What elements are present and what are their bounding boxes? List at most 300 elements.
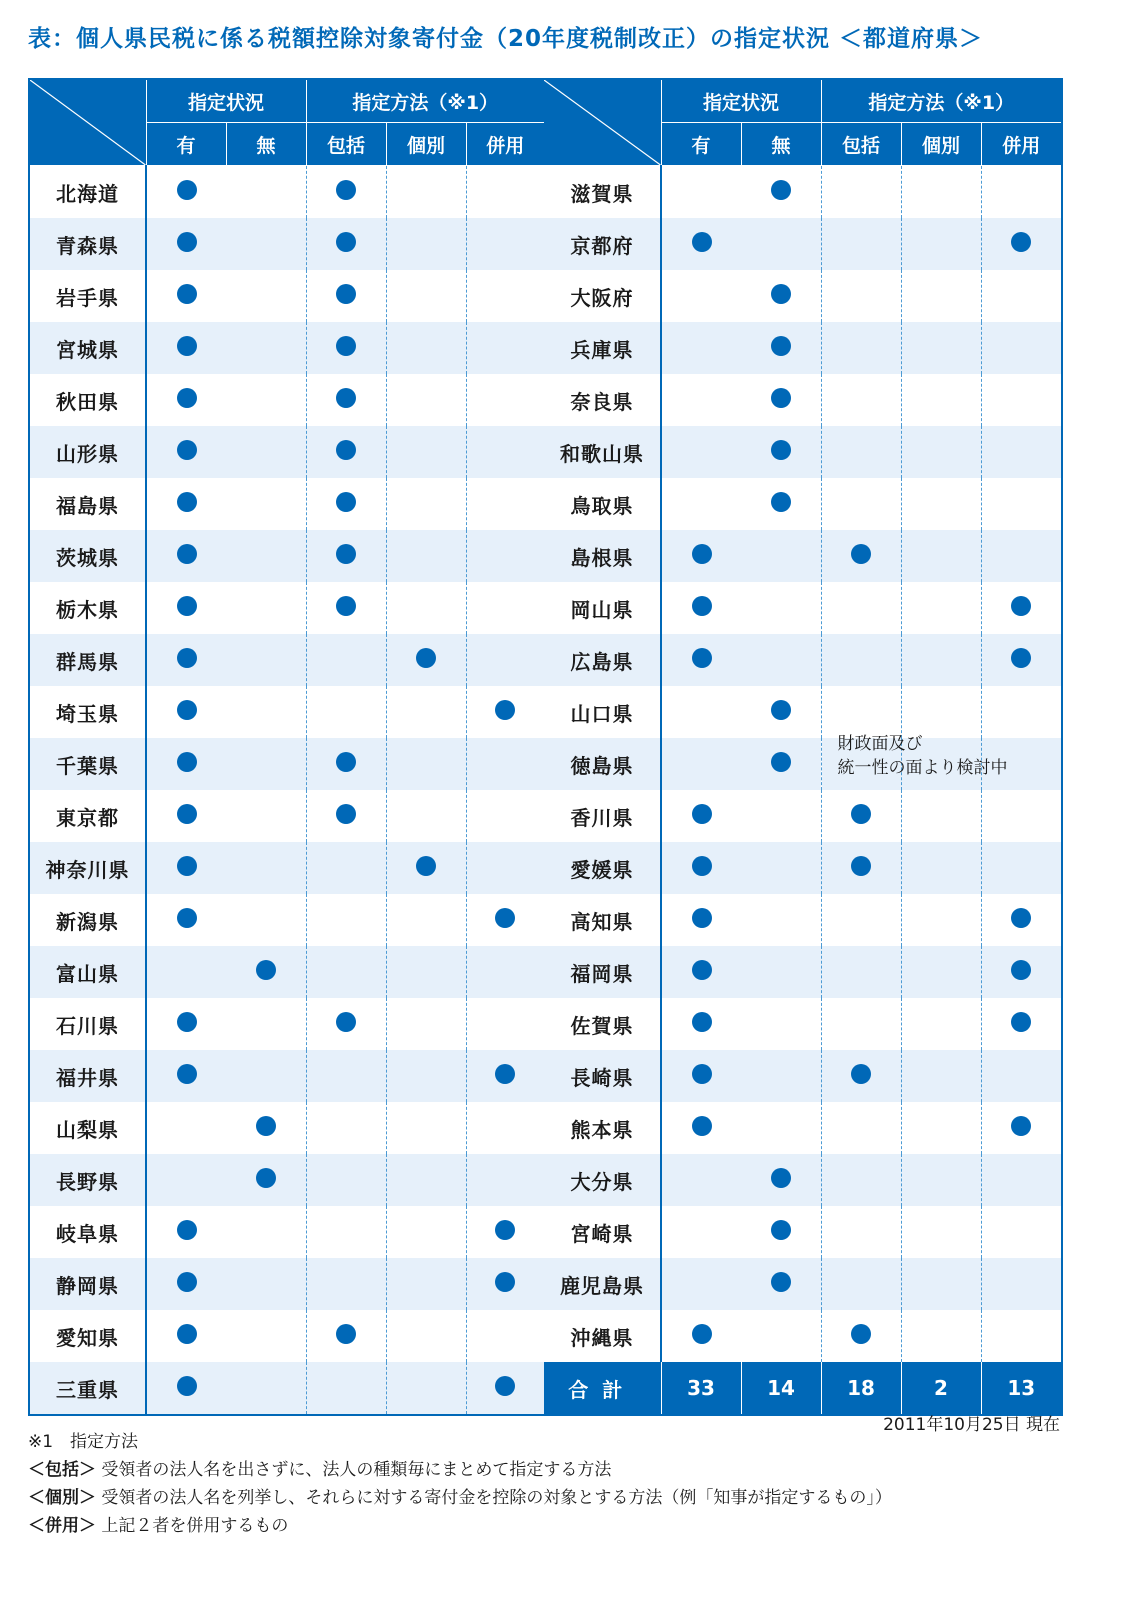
filled-circle-icon (692, 596, 712, 616)
mark-cell (306, 998, 386, 1050)
filled-circle-icon (692, 1012, 712, 1032)
mark-cell (981, 790, 1062, 842)
mark-cell (981, 1310, 1062, 1362)
prefecture-name: 秋田県 (29, 374, 146, 426)
header-col-blanket: 包括 (306, 123, 386, 166)
mark-cell (981, 1258, 1062, 1310)
mark-cell (226, 322, 306, 374)
footnote-line (28, 1456, 892, 1484)
mark-cell (821, 1050, 901, 1102)
filled-circle-icon (1011, 648, 1031, 668)
mark-cell (386, 1050, 466, 1102)
mark-cell (981, 478, 1062, 530)
mark-cell (226, 166, 306, 219)
prefecture-name: 愛知県 (29, 1310, 146, 1362)
mark-cell (821, 1206, 901, 1258)
prefecture-name: 神奈川県 (29, 842, 146, 894)
mark-cell (741, 1310, 821, 1362)
mark-cell (741, 270, 821, 322)
mark-cell (386, 1102, 466, 1154)
mark-cell (901, 1206, 981, 1258)
mark-cell (226, 998, 306, 1050)
mark-cell (821, 734, 1008, 790)
mark-cell (146, 218, 226, 270)
mark-cell (306, 166, 386, 219)
mark-cell (741, 1050, 821, 1102)
table-left (28, 78, 546, 1416)
filled-circle-icon (177, 336, 197, 356)
prefecture-name: 大阪府 (544, 270, 661, 322)
mark-cell (981, 322, 1062, 374)
mark-cell (821, 322, 901, 374)
mark-cell (466, 478, 545, 530)
filled-circle-icon (692, 1116, 712, 1136)
mark-cell (146, 1206, 226, 1258)
filled-circle-icon (1011, 1116, 1031, 1136)
filled-circle-icon (256, 1168, 276, 1188)
filled-circle-icon (336, 440, 356, 460)
mark-cell (146, 530, 226, 582)
mark-cell (661, 738, 741, 790)
prefecture-name: 千葉県 (29, 738, 146, 790)
mark-cell (146, 1050, 226, 1102)
mark-cell (306, 634, 386, 686)
filled-circle-icon (256, 1116, 276, 1136)
header-col-yes: 有 (661, 123, 741, 166)
mark-cell (386, 530, 466, 582)
mark-cell (386, 1362, 466, 1415)
table-row (544, 322, 1062, 374)
mark-cell (466, 946, 545, 998)
table-right (544, 78, 1063, 1416)
mark-cell (741, 686, 821, 738)
filled-circle-icon (1011, 232, 1031, 252)
footnote-tag: ＜包括＞ (28, 1460, 96, 1480)
table-row (544, 998, 1062, 1050)
mark-cell (741, 946, 821, 998)
mark-cell (821, 478, 901, 530)
mark-cell (661, 218, 741, 270)
filled-circle-icon (771, 284, 791, 304)
mark-cell (821, 426, 901, 478)
mark-cell (661, 478, 741, 530)
mark-cell (466, 738, 545, 790)
remark-text (838, 732, 1098, 780)
table-row (29, 1310, 545, 1362)
mark-cell (981, 1154, 1062, 1206)
mark-cell (821, 1258, 901, 1310)
filled-circle-icon (692, 804, 712, 824)
filled-circle-icon (692, 544, 712, 564)
mark-cell (661, 426, 741, 478)
mark-cell (821, 946, 901, 998)
prefecture-name: 和歌山県 (544, 426, 661, 478)
filled-circle-icon (495, 1272, 515, 1292)
table-row (29, 530, 545, 582)
mark-cell (741, 426, 821, 478)
mark-cell (981, 582, 1062, 634)
table-row (29, 634, 545, 686)
prefecture-name: 福岡県 (544, 946, 661, 998)
mark-cell (386, 894, 466, 946)
prefecture-name: 石川県 (29, 998, 146, 1050)
mark-cell (901, 1154, 981, 1206)
mark-cell (226, 1258, 306, 1310)
prefecture-name: 東京都 (29, 790, 146, 842)
prefecture-name: 島根県 (544, 530, 661, 582)
filled-circle-icon (336, 752, 356, 772)
mark-cell (146, 946, 226, 998)
mark-cell (306, 426, 386, 478)
mark-cell (901, 1310, 981, 1362)
filled-circle-icon (1011, 960, 1031, 980)
mark-cell (741, 478, 821, 530)
mark-cell (741, 842, 821, 894)
table-row (544, 790, 1062, 842)
table-row (544, 1258, 1062, 1310)
table-row (544, 582, 1062, 634)
mark-cell (741, 634, 821, 686)
table-row (544, 1050, 1062, 1102)
mark-cell (146, 998, 226, 1050)
footnote-tag: ＜併用＞ (28, 1516, 96, 1536)
mark-cell (901, 894, 981, 946)
table-row (544, 1102, 1062, 1154)
mark-cell (901, 1050, 981, 1102)
filled-circle-icon (495, 700, 515, 720)
prefecture-name: 鹿児島県 (544, 1258, 661, 1310)
table-row (29, 998, 545, 1050)
mark-cell (741, 998, 821, 1050)
mark-cell (821, 894, 901, 946)
mark-cell (466, 1258, 545, 1310)
mark-cell (466, 322, 545, 374)
footnote-text: 受領者の法人名を出さずに、法人の種類毎にまとめて指定する方法 (96, 1460, 612, 1480)
table-row (544, 270, 1062, 322)
mark-cell (466, 686, 545, 738)
mark-cell (226, 478, 306, 530)
mark-cell (466, 842, 545, 894)
mark-cell (306, 374, 386, 426)
mark-cell (661, 1206, 741, 1258)
prefecture-name: 宮城県 (29, 322, 146, 374)
filled-circle-icon (495, 1064, 515, 1084)
mark-cell (226, 1310, 306, 1362)
mark-cell (466, 1206, 545, 1258)
mark-cell (146, 1362, 226, 1415)
mark-cell (821, 218, 901, 270)
filled-circle-icon (177, 752, 197, 772)
footnote-line (28, 1484, 892, 1512)
filled-circle-icon (771, 180, 791, 200)
mark-cell (741, 530, 821, 582)
table-row (29, 374, 545, 426)
mark-cell (306, 322, 386, 374)
filled-circle-icon (771, 388, 791, 408)
prefecture-name: 新潟県 (29, 894, 146, 946)
mark-cell (146, 1102, 226, 1154)
prefecture-name: 熊本県 (544, 1102, 661, 1154)
mark-cell (741, 1206, 821, 1258)
mark-cell (466, 374, 545, 426)
mark-cell (661, 166, 741, 219)
mark-cell (146, 894, 226, 946)
mark-cell (306, 478, 386, 530)
prefecture-name: 山形県 (29, 426, 146, 478)
mark-cell (146, 582, 226, 634)
prefecture-name: 岡山県 (544, 582, 661, 634)
mark-cell (386, 998, 466, 1050)
filled-circle-icon (336, 336, 356, 356)
mark-cell (306, 790, 386, 842)
filled-circle-icon (177, 648, 197, 668)
filled-circle-icon (416, 648, 436, 668)
filled-circle-icon (1011, 908, 1031, 928)
filled-circle-icon (177, 440, 197, 460)
footnote-line (28, 1512, 892, 1540)
mark-cell (661, 686, 741, 738)
prefecture-name: 徳島県 (544, 738, 661, 790)
total-value: 13 (981, 1362, 1062, 1415)
prefecture-name: 奈良県 (544, 374, 661, 426)
mark-cell (466, 894, 545, 946)
prefecture-name: 山梨県 (29, 1102, 146, 1154)
filled-circle-icon (771, 440, 791, 460)
mark-cell (901, 478, 981, 530)
filled-circle-icon (851, 544, 871, 564)
table-row (544, 1206, 1062, 1258)
prefecture-name: 佐賀県 (544, 998, 661, 1050)
mark-cell (821, 166, 901, 219)
table-row (29, 218, 545, 270)
mark-cell (226, 894, 306, 946)
mark-cell (741, 322, 821, 374)
mark-cell (901, 270, 981, 322)
mark-cell (466, 1050, 545, 1102)
filled-circle-icon (336, 492, 356, 512)
mark-cell (981, 270, 1062, 322)
mark-cell (466, 1310, 545, 1362)
header-col-combined: 併用 (981, 123, 1062, 166)
filled-circle-icon (177, 856, 197, 876)
mark-cell (466, 1362, 545, 1415)
prefecture-name: 大分県 (544, 1154, 661, 1206)
mark-cell (226, 218, 306, 270)
table-row (544, 842, 1062, 894)
prefecture-name: 長野県 (29, 1154, 146, 1206)
mark-cell (661, 790, 741, 842)
mark-cell (306, 1154, 386, 1206)
prefecture-name: 香川県 (544, 790, 661, 842)
mark-cell (981, 374, 1062, 426)
table-row (29, 1362, 545, 1415)
filled-circle-icon (177, 284, 197, 304)
filled-circle-icon (771, 752, 791, 772)
filled-circle-icon (416, 856, 436, 876)
filled-circle-icon (177, 1376, 197, 1396)
mark-cell (901, 166, 981, 219)
filled-circle-icon (336, 388, 356, 408)
filled-circle-icon (177, 388, 197, 408)
prefecture-name: 三重県 (29, 1362, 146, 1415)
mark-cell (981, 1206, 1062, 1258)
mark-cell (386, 322, 466, 374)
mark-cell (146, 478, 226, 530)
prefecture-name: 京都府 (544, 218, 661, 270)
filled-circle-icon (1011, 1012, 1031, 1032)
mark-cell (146, 322, 226, 374)
prefecture-name: 滋賀県 (544, 166, 661, 219)
filled-circle-icon (771, 1272, 791, 1292)
mark-cell (661, 582, 741, 634)
mark-cell (661, 634, 741, 686)
table-row (544, 686, 1062, 738)
table-row (29, 738, 545, 790)
filled-circle-icon (177, 1272, 197, 1292)
header-col-no: 無 (741, 123, 821, 166)
header-col-combined: 併用 (466, 123, 545, 166)
filled-circle-icon (177, 596, 197, 616)
mark-cell (466, 790, 545, 842)
mark-cell (306, 1050, 386, 1102)
filled-circle-icon (771, 1168, 791, 1188)
mark-cell (146, 686, 226, 738)
mark-cell (741, 894, 821, 946)
mark-cell (386, 842, 466, 894)
mark-cell (821, 530, 901, 582)
mark-cell (386, 1154, 466, 1206)
prefecture-name: 高知県 (544, 894, 661, 946)
filled-circle-icon (851, 856, 871, 876)
prefecture-name: 山口県 (544, 686, 661, 738)
mark-cell (901, 426, 981, 478)
mark-cell (386, 374, 466, 426)
prefecture-name: 愛媛県 (544, 842, 661, 894)
prefecture-name: 岩手県 (29, 270, 146, 322)
footnote-text: ※1 指定方法 (28, 1432, 139, 1452)
mark-cell (981, 998, 1062, 1050)
mark-cell (466, 634, 545, 686)
footnote-tag: ＜個別＞ (28, 1488, 96, 1508)
filled-circle-icon (495, 908, 515, 928)
mark-cell (901, 686, 981, 738)
mark-cell (466, 530, 545, 582)
mark-cell (901, 1258, 981, 1310)
mark-cell (306, 1258, 386, 1310)
total-row (544, 1362, 1062, 1415)
filled-circle-icon (336, 544, 356, 564)
mark-cell (146, 374, 226, 426)
filled-circle-icon (1011, 596, 1031, 616)
mark-cell (821, 686, 901, 738)
mark-cell (226, 426, 306, 478)
filled-circle-icon (177, 700, 197, 720)
mark-cell (226, 946, 306, 998)
table-row (29, 478, 545, 530)
mark-cell (901, 582, 981, 634)
mark-cell (146, 426, 226, 478)
mark-cell (386, 270, 466, 322)
prefecture-name: 静岡県 (29, 1258, 146, 1310)
mark-cell (741, 1102, 821, 1154)
filled-circle-icon (495, 1220, 515, 1240)
mark-cell (821, 634, 901, 686)
mark-cell (821, 1102, 901, 1154)
mark-cell (661, 842, 741, 894)
mark-cell (981, 634, 1062, 686)
filled-circle-icon (692, 232, 712, 252)
mark-cell (661, 894, 741, 946)
mark-cell (226, 582, 306, 634)
table-row (29, 582, 545, 634)
prefecture-name: 埼玉県 (29, 686, 146, 738)
table-row (29, 1206, 545, 1258)
remark-line: 財政面及び (837, 734, 923, 754)
mark-cell (821, 1154, 901, 1206)
mark-cell (466, 998, 545, 1050)
table-row (29, 1102, 545, 1154)
total-value: 33 (661, 1362, 741, 1415)
filled-circle-icon (495, 1376, 515, 1396)
header-col-no: 無 (226, 123, 306, 166)
mark-cell (901, 530, 981, 582)
mark-cell (306, 530, 386, 582)
table-row (544, 1154, 1062, 1206)
mark-cell (821, 270, 901, 322)
filled-circle-icon (851, 1324, 871, 1344)
as-of-date: 2011年10月25日 現在 (883, 1415, 1060, 1435)
mark-cell (821, 582, 901, 634)
filled-circle-icon (692, 856, 712, 876)
mark-cell (981, 218, 1062, 270)
page-title: 表：個人県民税に係る税額控除対象寄付金（20年度税制改正）の指定状況 ＜都道府県＞ (28, 26, 984, 52)
table-row (29, 946, 545, 998)
mark-cell (306, 686, 386, 738)
mark-cell (661, 1258, 741, 1310)
filled-circle-icon (177, 544, 197, 564)
prefecture-name: 茨城県 (29, 530, 146, 582)
header-method: 指定方法（※1） (306, 79, 545, 123)
mark-cell (386, 1258, 466, 1310)
mark-cell (901, 842, 981, 894)
table-row (29, 1154, 545, 1206)
filled-circle-icon (336, 1324, 356, 1344)
mark-cell (981, 1050, 1062, 1102)
mark-cell (661, 1310, 741, 1362)
mark-cell (386, 946, 466, 998)
mark-cell (661, 374, 741, 426)
mark-cell (741, 582, 821, 634)
prefecture-name: 北海道 (29, 166, 146, 219)
mark-cell (386, 738, 466, 790)
mark-cell (741, 790, 821, 842)
mark-cell (466, 1102, 545, 1154)
mark-cell (146, 1154, 226, 1206)
table-row (544, 426, 1062, 478)
filled-circle-icon (692, 648, 712, 668)
mark-cell (386, 218, 466, 270)
table-row (544, 218, 1062, 270)
mark-cell (901, 218, 981, 270)
prefecture-name: 岐阜県 (29, 1206, 146, 1258)
mark-cell (466, 426, 545, 478)
mark-cell (741, 218, 821, 270)
mark-cell (661, 946, 741, 998)
mark-cell (741, 1154, 821, 1206)
mark-cell (466, 582, 545, 634)
header-col-individual: 個別 (386, 123, 466, 166)
prefecture-name: 富山県 (29, 946, 146, 998)
